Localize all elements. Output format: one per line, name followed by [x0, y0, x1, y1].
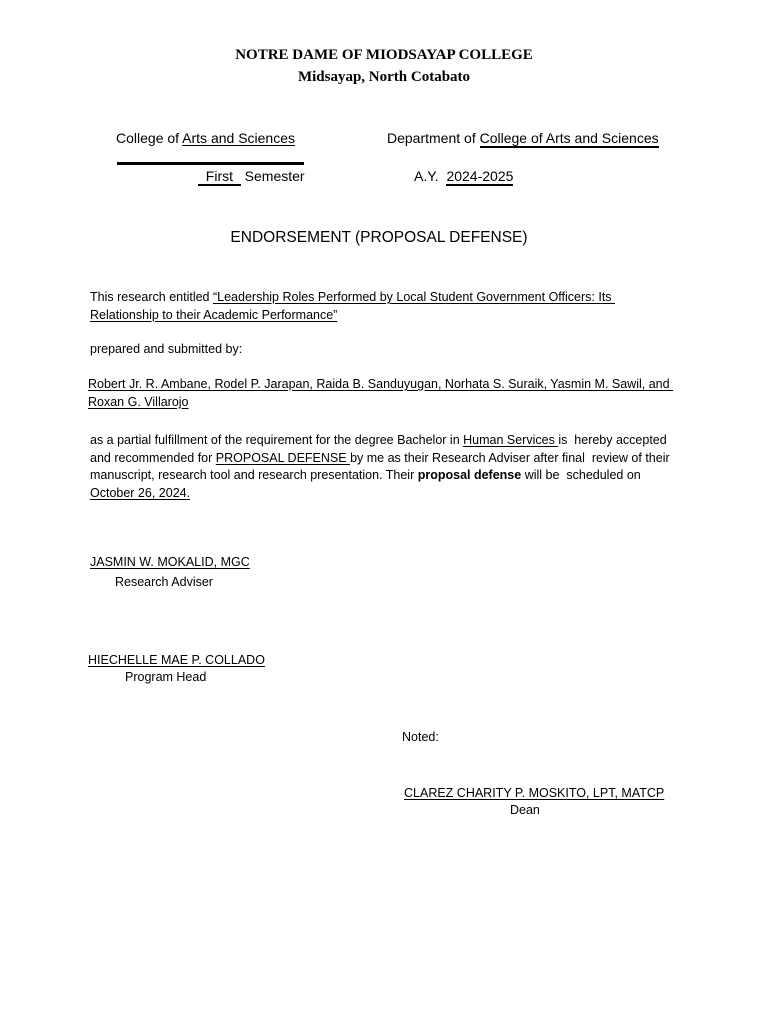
- ay-label: A.Y.: [414, 168, 447, 184]
- department-field: [387, 130, 659, 146]
- adviser-name: JASMIN W. MOKALID, MGC: [90, 555, 250, 569]
- department-label: Department of: [387, 130, 480, 146]
- college-value: Arts and Sciences: [182, 130, 296, 146]
- program-head-name: HIECHELLE MAE P. COLLADO: [88, 653, 265, 667]
- college-field: [116, 130, 295, 146]
- defense-type: PROPOSAL DEFENSE: [215, 450, 351, 465]
- p5: manuscript, research tool and research presentation. Their: [90, 468, 418, 482]
- department-value: College of Arts and Sciences: [479, 130, 659, 146]
- degree: Human Services: [463, 433, 559, 447]
- research-title-line2: Relationship to their Academic Performance”: [90, 307, 338, 322]
- authors-line1: Robert Jr. R. Ambane, Rodel P. Jarapan, Raida B. Sanduyugan, Norhata S. Suraik, Yasmin M. Sawil, and: [88, 377, 674, 391]
- semester-label: Semester: [240, 168, 305, 184]
- p4: by me as their Research Adviser after final review of their: [350, 450, 670, 465]
- dean-name: CLAREZ CHARITY P. MOSKITO, LPT, MATCP: [404, 786, 665, 800]
- ay-field: [414, 168, 513, 184]
- ay-value: 2024-2025: [446, 168, 514, 184]
- authors-line2: Roxan G. Villarojo: [88, 394, 189, 409]
- college-label: College of: [116, 130, 183, 146]
- adviser-title: Research Adviser: [115, 575, 213, 589]
- program-head-title: Program Head: [125, 670, 207, 684]
- research-title-paragraph: [90, 289, 680, 324]
- research-title-line1: “Leadership Roles Performed by Local Student Government Officers: Its: [212, 290, 616, 304]
- prepared-text: prepared and submitted by:: [90, 342, 243, 356]
- college-rule: [117, 162, 304, 165]
- school-location: Midsayap, North Cotabato: [297, 69, 471, 85]
- noted-label: Noted:: [402, 730, 439, 744]
- intro-text: This research entitled: [90, 290, 213, 304]
- authors: [88, 376, 688, 411]
- document-title: ENDORSEMENT (PROPOSAL DEFENSE): [230, 229, 528, 246]
- semester-value: First: [198, 168, 241, 184]
- endorsement-paragraph: [90, 432, 690, 502]
- dean-title: Dean: [510, 803, 540, 817]
- p2: is hereby accepted: [558, 433, 667, 447]
- p3: and recommended for: [90, 450, 216, 465]
- p6: will be scheduled on: [521, 468, 641, 482]
- semester-field: [198, 168, 305, 184]
- p5-bold: proposal defense: [417, 468, 522, 482]
- school-name: NOTRE DAME OF MIODSAYAP COLLEGE: [235, 47, 533, 63]
- defense-date: October 26, 2024.: [90, 485, 191, 500]
- p1: as a partial fulfillment of the requirement for the degree Bachelor in: [90, 433, 464, 447]
